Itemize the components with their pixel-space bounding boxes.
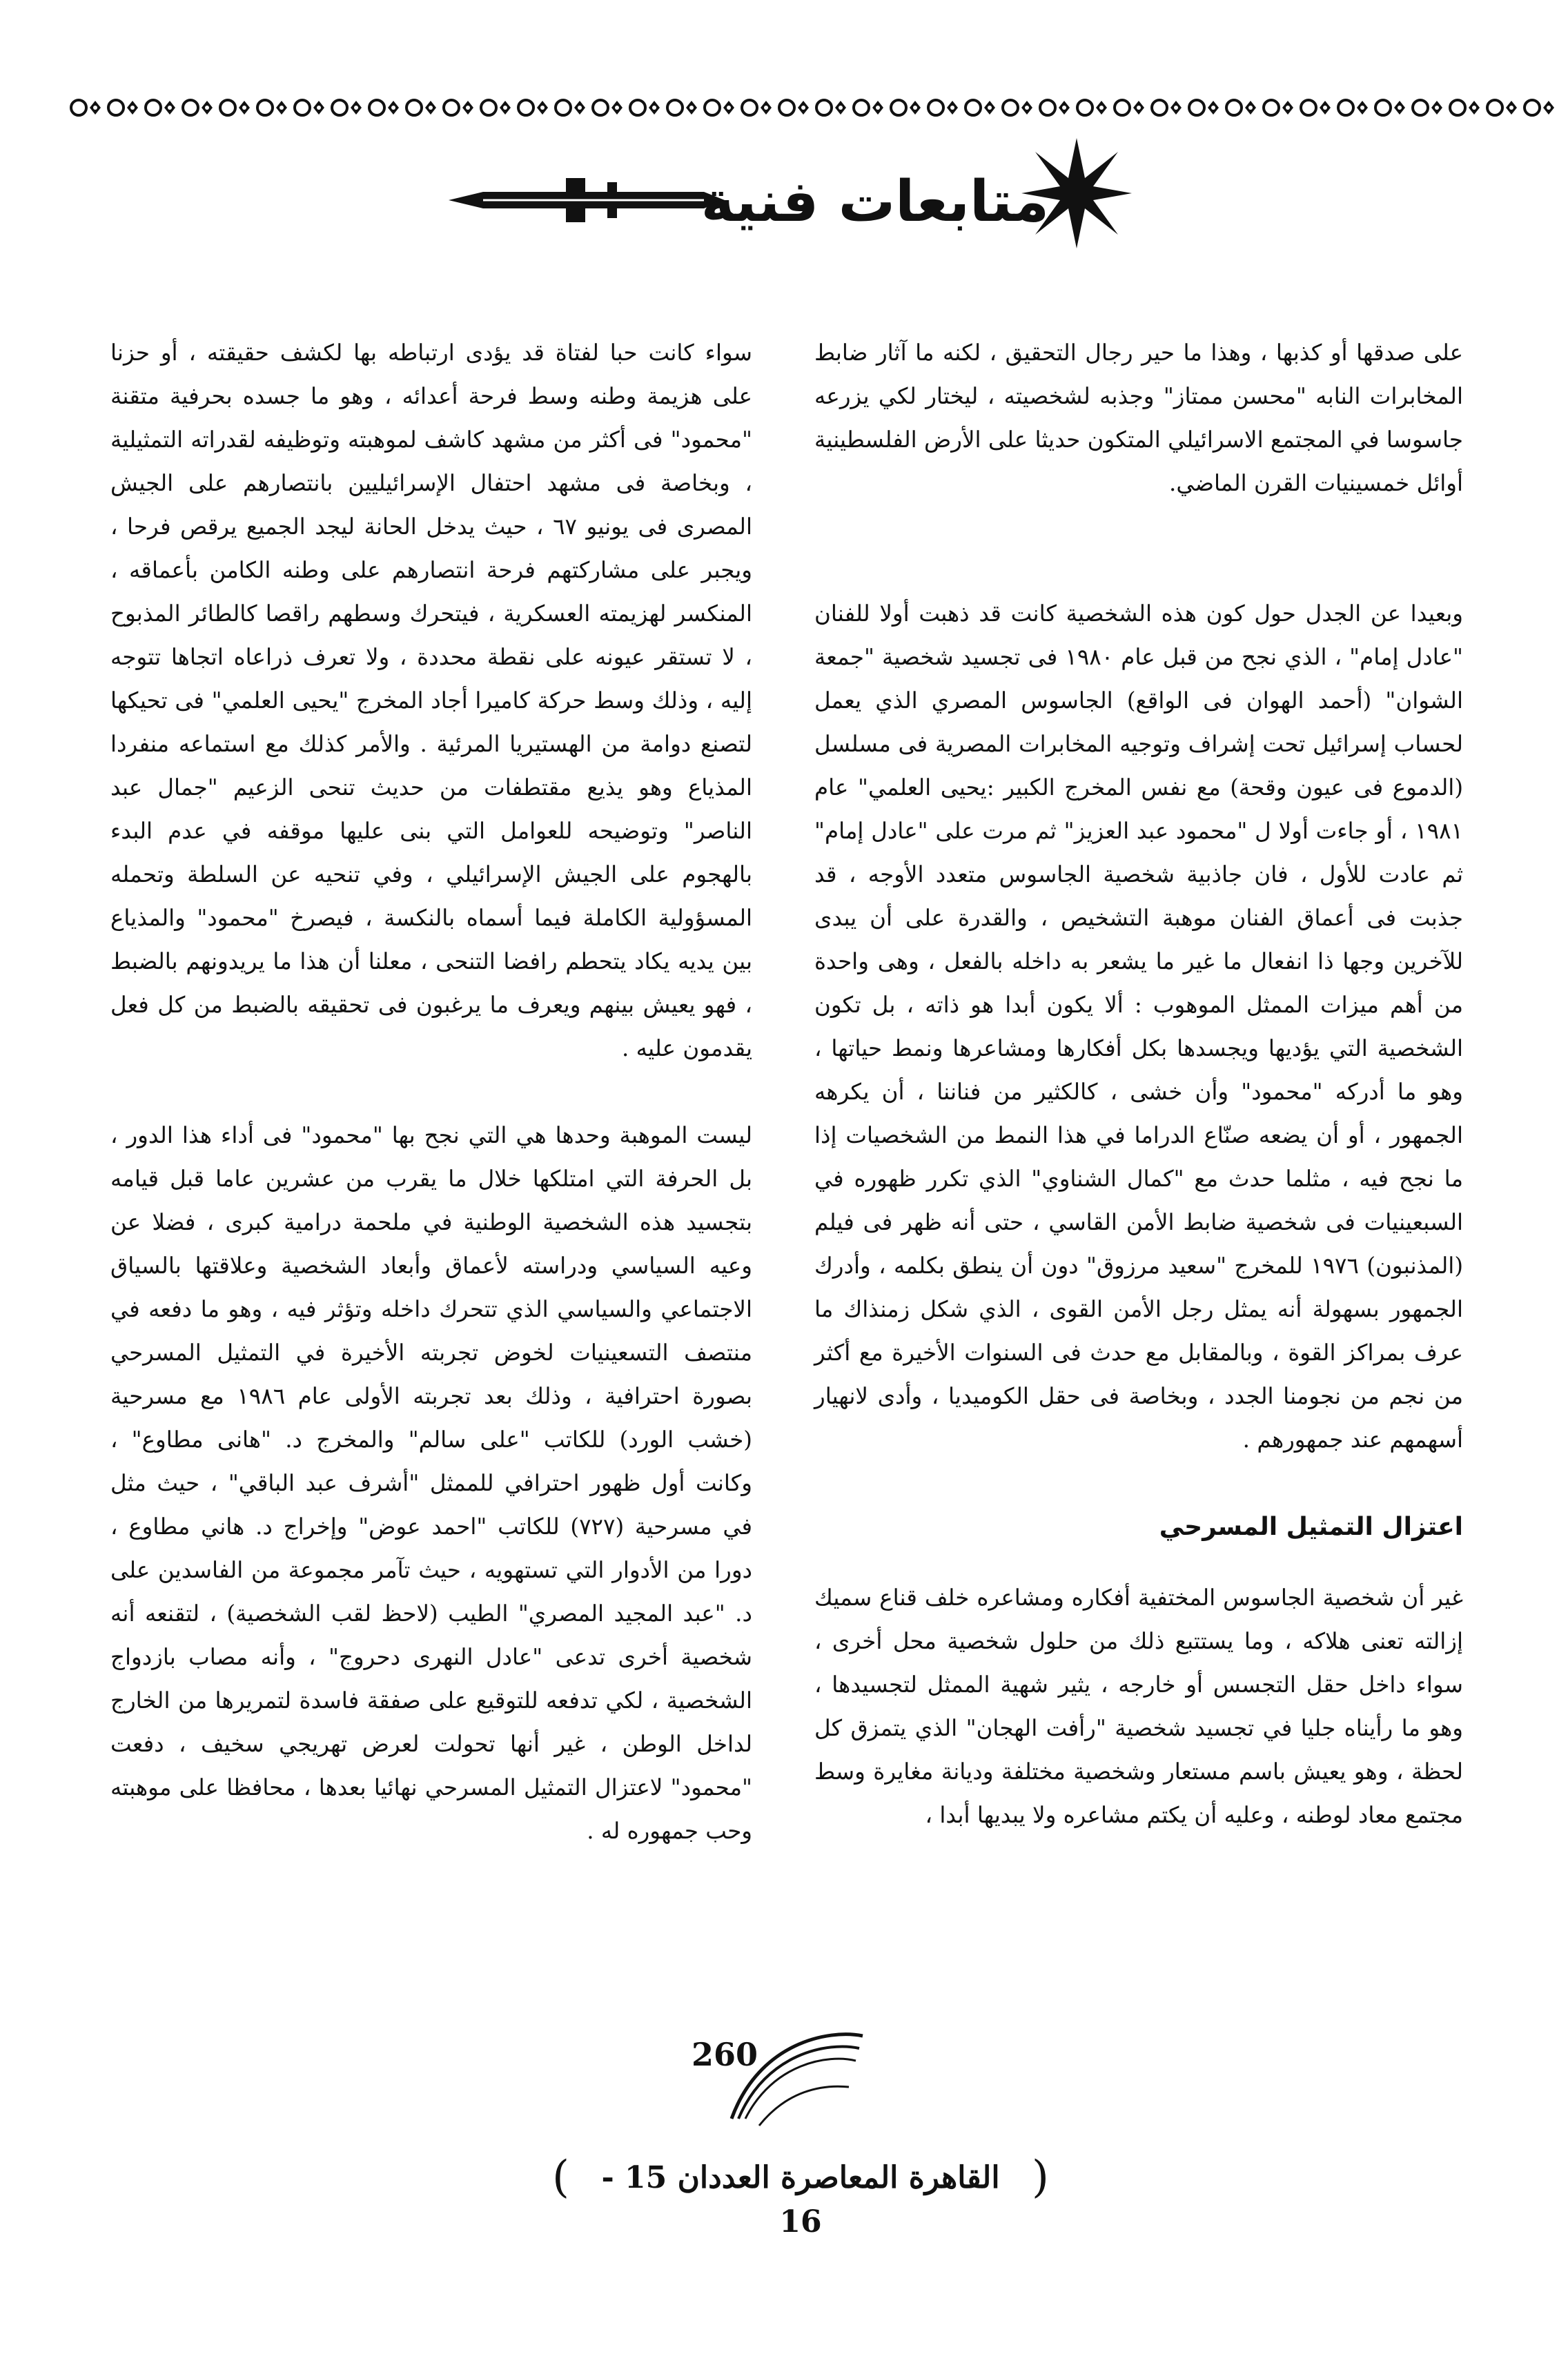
publication-name: القاهرة المعاصرة العددان 15 - 16: [601, 2160, 1000, 2239]
publication-footer: [552, 2146, 1049, 2239]
paragraph: ليست الموهبة وحدها هي التي نجح بها "محمود" فى أداء هذا الدور ، بل الحرفة التي امتلكها خلال ما يقرب من عشرين عاما قبل قيامه بتجسيد هذه الشخصية الوطنية في ملحمة درامية كبرى ، فضلا عن وعيه السياسي ودراسته لأعماق وأبعاد الشخصية وعلاقتها بالسياق الاجتماعي والسياسي الذي تتحرك داخله وتؤثر فيه ، وهو ما دفعه في منتصف التسعينيات لخوض تجربته الأخيرة في التمثيل المسرحي بصورة احترافية ، وذلك بعد تجربته الأولى عام ١٩٨٦ مع مسرحية (خشب الورد) للكاتب "على سالم" والمخرج د. "هانى مطاوع" ، وكانت أول ظهور احترافي للممثل "أشرف عبد الباقي" ، حيث مثل في مسرحية (٧٢٧) للكاتب "احمد عوض" وإخراج د. هاني مطاوع ، دورا من الأدوار التي تستهويه ، حيث تآمر مجموعة من الفاسدين على د. "عبد المجيد المصري" الطيب (لاحظ لقب الشخصية) ، لتقنعه أنه شخصية أخرى تدعى "عادل النهرى دحروج" ، وأنه مصاب بازدواج الشخصية ، لكي تدفعه للتوقيع على صفقة فاسدة لتمريرها من الخارج لداخل الوطن ، غير أنها تحولت لعرض تهريجي سخيف ، دفعت "محمود" لاعتزال التمثيل المسرحي نهائيا بعدها ، محافظا على موهبته وحب جمهوره له .: [110, 1122, 753, 1844]
paragraph: سواء كانت حبا لفتاة قد يؤدى ارتباطه بها لكشف حقيقته ، أو حزنا على هزيمة وطنه وسط فرحة أعدائه ، وهو ما جسده بحرفية متقنة "محمود" فى أكثر من مشهد كاشف لموهبته وتوظيفه لقدراته التمثيلية ، وبخاصة فى مشهد احتفال الإسرائيليين بانتصارهم على الجيش المصرى فى يونيو ٦٧ ، حيث يدخل الحانة ليجد الجميع يرقص فرحا ، ويجبر على مشاركتهم فرحة انتصارهم على وطنه الكامن بأعماقه ، المنكسر لهزيمته العسكرية ، فيتحرك وسطهم راقصا كالطائر المذبوح ، لا تستقر عيونه على نقطة محددة ، ولا تعرف ذراعاه اتجاها تتوجه إليه ، وذلك وسط حركة كاميرا أجاد المخرج "يحيى العلمي" فى تحيكها لتصنع دوامة من الهستيريا المرئية . والأمر كذلك مع استماعه منفردا المذياع وهو يذيع مقتطفات من حديث تنحى الزعيم "جمال عبد الناصر" وتوضيحه للعوامل التي بنى عليها موقفه في عدم البدء بالهجوم على الجيش الإسرائيلي ، وفي تنحيه عن السلطة وتحمله المسؤولية الكاملة فيما أسماه بالنكسة ، فيصرخ "محمود" والمذياع بين يديه يكاد يتحطم رافضا التنحى ، معلنا أن هذا ما يريدونهم بالضبط ، فهو يعيش بينهم ويعرف ما يرغبون فى تحقيقه بالضبط من كل فعل يقدمون عليه .: [110, 340, 752, 1061]
page-number: 260: [691, 2036, 758, 2073]
paragraph: غير أن شخصية الجاسوس المختفية أفكاره ومشاعره خلف قناع سميك إزالته تعنى هلاكه ، وما يستتبع ذلك من حلول شخصية محل أخرى ، سواء داخل حقل التجسس أو خارجه ، يثير شهية الممثل لتجسيدها ، وهو ما رأيناه جليا في تجسيد شخصية "رأفت الهجان" الذي يتمزق كل لحظة ، وهو يعيش باسم مستعار وشخصية مختلفة وديانة مغايرة وسط مجتمع معاد لوطنه ، وعليه أن يكتم مشاعره ولا يبديها أبدا ،: [814, 1585, 1463, 1828]
starburst-icon: [1021, 138, 1132, 248]
bracket-left: (: [552, 2152, 569, 2203]
paragraph: على صدقها أو كذبها ، وهذا ما حير رجال التحقيق ، لكنه ما آثار ضابط المخابرات النابه "محسن ممتاز" وجذبه لشخصيته ، ليختار لكي يزرعه جاسوسا في المجتمع الاسرائيلي المتكون حديثا على الأرض الفلسطينية أوائل خمسينيات القرن الماضي.: [814, 340, 1463, 496]
bracket-right: ): [1032, 2152, 1049, 2203]
paragraph: وبعيدا عن الجدل حول كون هذه الشخصية كانت قد ذهبت أولا للفنان "عادل إمام" ، الذي نجح من قبل عام ١٩٨٠ فى تجسيد شخصية "جمعة الشوان" (أحمد الهوان فى الواقع) الجاسوس المصري الذي يعمل لحساب إسرائيل تحت إشراف وتوجيه المخابرات المصرية فى مسلسل (الدموع فى عيون وقحة) مع نفس المخرج الكبير :يحيى العلمي" عام ١٩٨١ ، أو جاءت أولا ل "محمود عبد العزيز" ثم مرت على "عادل إمام" ثم عادت للأول ، فان جاذبية شخصية الجاسوس متعدد الأوجه ، قد جذبت فى أعماق الفنان موهبة التشخيص ، والقدرة على أن يبدى للآخرين وجها ذا انفعال ما غير ما يشعر به داخله بالفعل ، وهى واحدة من أهم ميزات الممثل الموهوب : ألا يكون أبدا هو ذاته ، بل تكون الشخصية التي يؤديها ويجسدها بكل أفكارها ومشاعرها ونمط حياتها ، وهو ما أدركه "محمود" وأن خشى ، كالكثير من فناننا ، أن يكرهه الجمهور ، أو أن يضعه صنّاع الدراما في هذا النمط من الشخصيات إذا ما نجح فيه ، مثلما حدث مع "كمال الشناوي" الذي تكرر ظهوره في السبعينيات فى شخصية ضابط الأمن القاسي ، حتى أنه ظهر فى فيلم (المذنبون) ١٩٧٦ للمخرج "سعيد مرزوق" دون أن ينطق بكلمه ، وأدرك الجمهور بسهولة أنه يمثل رجل الأمن القوى ، الذي شكل زمنذاك ما عرف بمراكز القوة ، وبالمقابل مع حدث فى السنوات الأخيرة مع أكثر من نجم من نجومنا الجدد ، وبخاصة فى حقل الكوميديا ، وأدى لانهيار أسهمهم عند جمهورهم .: [814, 600, 1464, 1453]
article-column-right: [814, 331, 1463, 1837]
ornament-border-icon: [69, 88, 1560, 127]
section-header: [414, 131, 1118, 255]
section-title: متابعات فنية: [700, 169, 1049, 235]
pen-ornament-icon: [442, 173, 732, 228]
subheading: اعتزال التمثيل المسرحي: [1159, 1513, 1463, 1541]
footer-swirl-icon: [718, 2015, 870, 2132]
article-column-left: [110, 331, 752, 1853]
top-decorative-border: [69, 88, 1560, 127]
